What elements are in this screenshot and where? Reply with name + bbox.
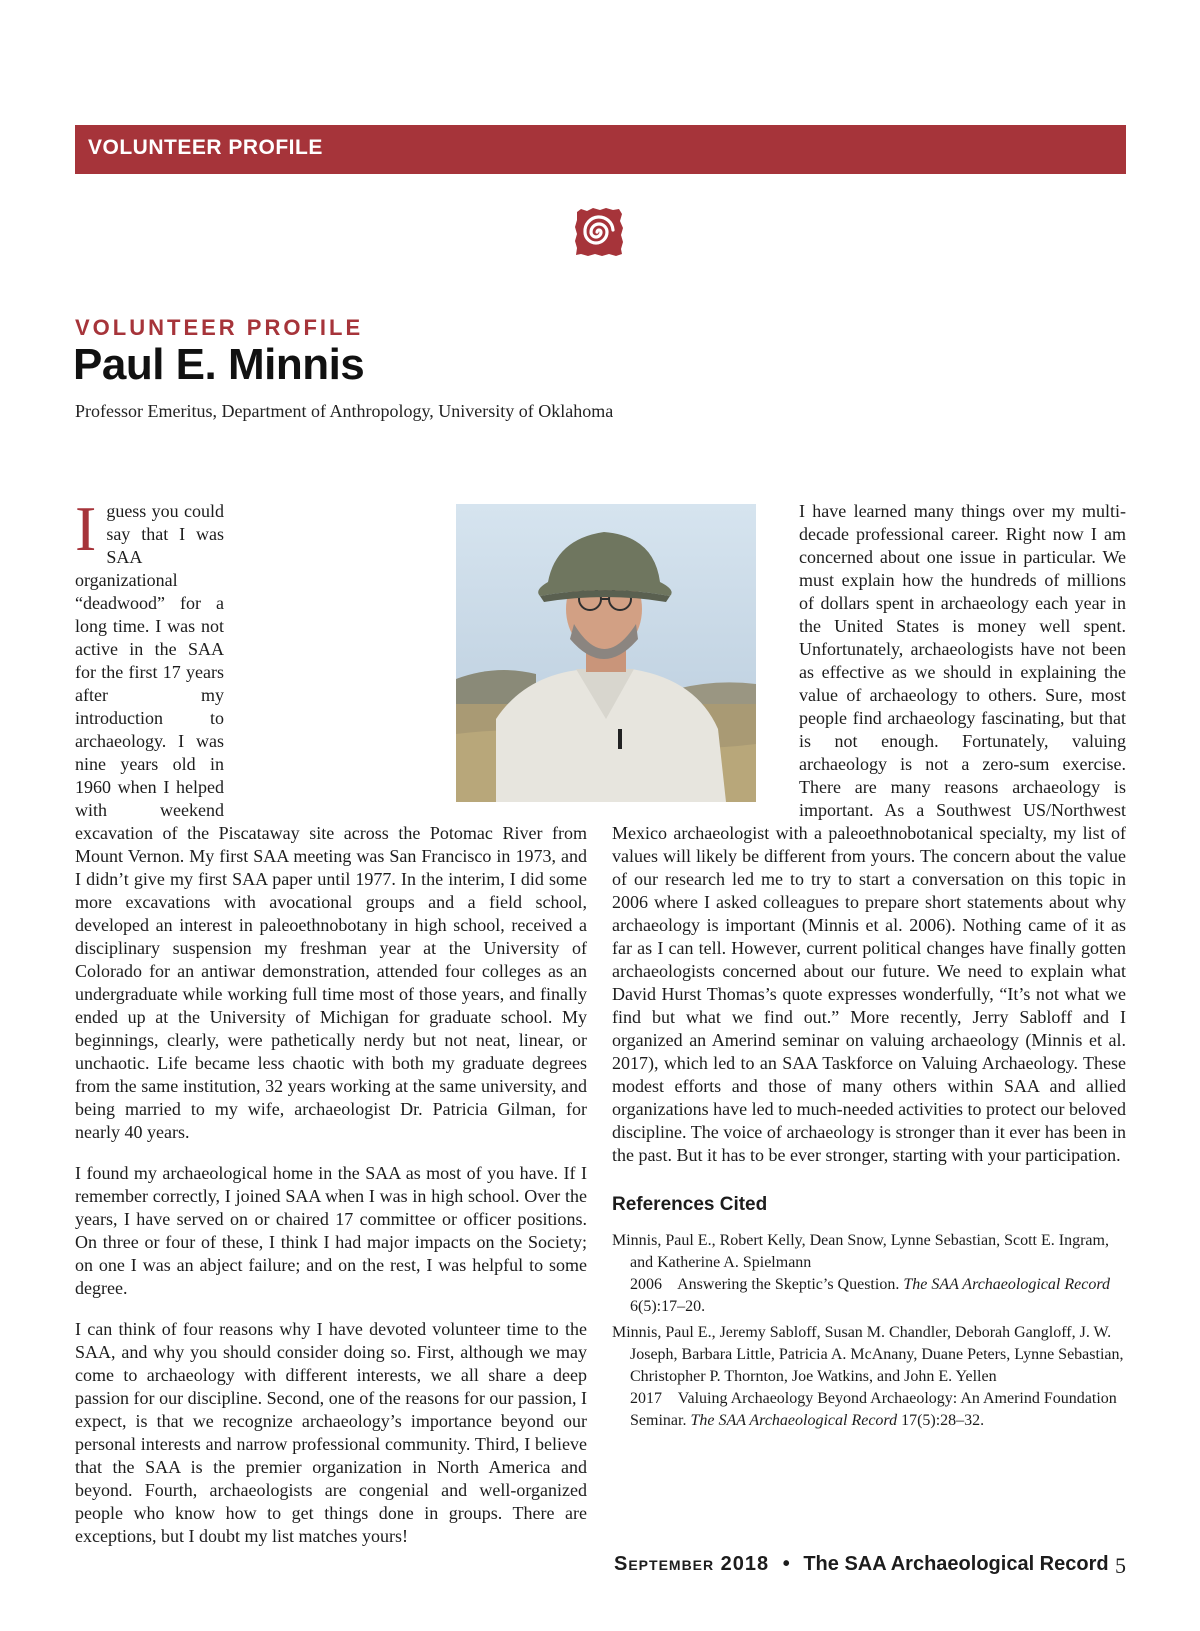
reference-authors: Minnis, Paul E., Robert Kelly, Dean Snow, Lynne Sebastian, Scott E. Ingram, and Katherine A. Spielmann [612,1232,1109,1271]
reference-citation: 17(5):28–32. [901,1412,985,1429]
reference-item [612,1322,1126,1432]
page-footer [614,1553,1126,1576]
paragraph-4-text: I have learned many things over my multi-decade professional career. Right now I am concerned about one issue in particular. We must explain how the hundreds of millions of dollars spent in archaeology each year in the United States is money well spent. Unfortunately, archaeologists have not been as effective as we should in explaining the value of archaeology to others. Sure, most people find archaeology fascinating, but that is not enough. Fortunately, valuing archaeology is not a zero-sum exercise. There are many reasons archaeology is important. As a Southwest US/Northwest Mexico archaeologist with a paleoethnobotanical specialty, my list of values will likely be different from yours. The concern about the value of our research led me to try to start a conversation on this topic in 2006 where I asked colleagues to prepare short statements about why archaeology is important (Minnis et al. 2006). Nothing came of it as far as I can tell. However, current political changes have finally gotten archaeologists concerned about our future. We need to explain what David Hurst Thomas’s quote expresses wonderfully, “It’s not what we find but what we find out.” More recently, Jerry Sabloff and I organized an Amerind seminar on valuing archaeology (Minnis et al. 2017), which led to an SAA Taskforce on Valuing Archaeology. These modest efforts and those of many others within SAA and allied organizations have led to much-needed activities to protect our beloved discipline. The voice of archaeology is stronger than it ever has been in the past. But it has to be ever stronger, starting with your participation. [612,501,1126,1165]
reference-year: 2006 [630,1276,662,1293]
drop-cap: I [75,493,97,564]
reference-journal: The SAA Archaeological Record [690,1412,898,1429]
reference-entry [612,1388,1126,1432]
spiral-icon [573,206,625,258]
references-heading: References Cited [612,1194,768,1215]
right-column [612,500,1126,1436]
footer-publication: The SAA Archaeological Record [803,1553,1109,1575]
page-number: 5 [1115,1553,1126,1578]
reference-year: 2017 [630,1390,662,1407]
reference-journal: The SAA Archaeological Record [903,1276,1110,1293]
reference-authors: Minnis, Paul E., Jeremy Sabloff, Susan M. Chandler, Deborah Gangloff, J. W. Joseph, Barbara Little, Patricia A. McAnany, Duane Peters, Lynne Sebastian, Christopher P. Thornton, Joe Watkins, and John E. Yellen [612,1324,1124,1385]
reference-title: Valuing Archaeology Beyond Archaeology: An Amerind Foundation Seminar. [630,1390,1117,1429]
photo-wrap-space [224,500,587,803]
photo-wrap-space [612,500,799,803]
body-paragraph-4 [612,500,1126,1167]
reference-citation: 6(5):17–20. [630,1298,706,1315]
reference-item [612,1230,1126,1318]
profile-name: Paul E. Minnis [73,340,365,389]
section-banner: VOLUNTEER PROFILE [75,125,1126,174]
left-column [75,493,587,1566]
profile-kicker: VOLUNTEER PROFILE [75,315,364,340]
reference-entry [612,1274,1126,1318]
profile-affiliation: Professor Emeritus, Department of Anthropology, University of Oklahoma [75,401,614,421]
footer-issue-date: September 2018 [614,1553,770,1575]
paragraph-1-text: guess you could say that I was SAA organizational “deadwood” for a long time. I was not active in the SAA for the first 17 years after my introduction to archaeology. I was nine years old in 1960 when I helped with weekend excavation of the Piscataway site across the Potomac River from Mount Vernon. My first SAA meeting was San Francisco in 1973, and I didn’t give my first SAA paper until 1977. In the interim, I did some more excavations with avocational groups and a field school, developed an interest in paleoethnobotany in high school, received a disciplinary suspension my freshman year at the University of Colorado for an antiwar demonstration, attended four colleges as an undergraduate while working full time most of those years, and finally ended up at the University of Michigan for graduate school. My beginnings, clearly, were pathetically nerdy but not neat, linear, or unchaotic. Life became less chaotic with both my graduate degrees from the same institution, 32 years working at the same university, and being married to my wife, archaeologist Dr. Patricia Gilman, for nearly 40 years. [75,501,587,1142]
footer-separator: • [782,1553,790,1575]
reference-title: Answering the Skeptic’s Question. [677,1276,900,1293]
body-paragraph-3: I can think of four reasons why I have devoted volunteer time to the SAA, and why you should consider doing so. First, although we may come to archaeology with different interests, we all share a deep passion for our discipline. Second, one of the reasons for our passion, I expect, is that we recognize archaeology’s importance beyond our personal interests and narrow professional community. Third, I believe that the SAA is the premier organization in North America and beyond. Fourth, archaeologists are congenial and well-organized people who know how to get things done in groups. There are exceptions, but I doubt my list matches yours! [75,1319,587,1546]
body-paragraph-2: I found my archaeological home in the SAA as most of you have. If I remember correctly, I joined SAA when I was in high school. Over the years, I have served on or chaired 17 committee or officer positions. On three or four of these, I think I had major impacts on the Society; on one I was an abject failure; and on the rest, I was helpful to some degree. [75,1163,587,1298]
body-paragraph-1 [75,493,587,1144]
